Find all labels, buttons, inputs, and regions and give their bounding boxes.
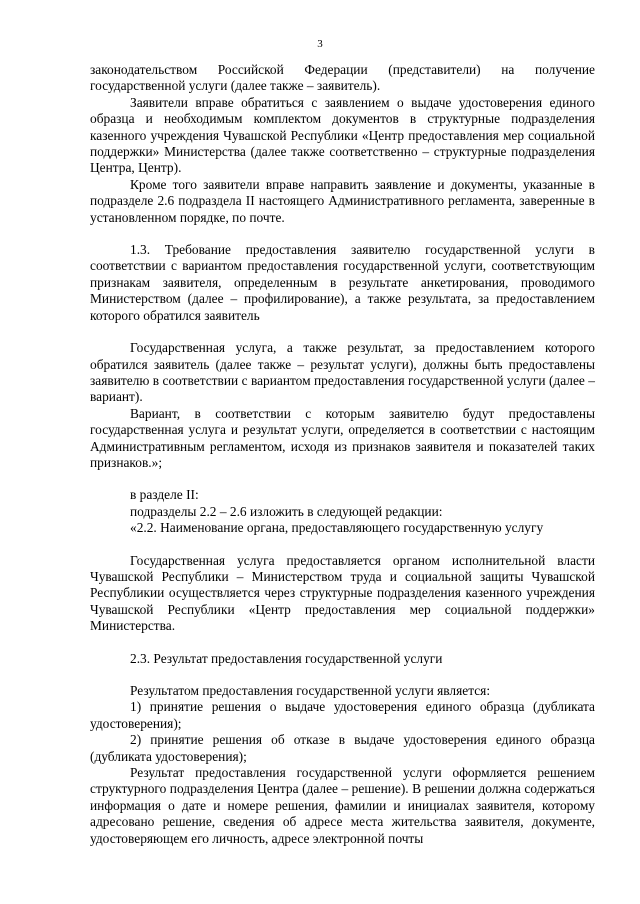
paragraph-3: Кроме того заявители вправе направить заявление и документы, указанные в подразделе 2.6 подраздела II настоящего Административного регламента, заверенные в установленном порядке, по почте. [90, 176, 595, 225]
paragraph-6: Вариант, в соответствии с которым заявителю будут предоставлены государственная услуга и результат услуги, определяется в соответствии с настоящим Административным регламентом, исходя из признаков заявителя и показателей таких признаков.»; [90, 405, 595, 470]
section-2-2-heading: «2.2. Наименование органа, предоставляющего государственную услугу [130, 520, 544, 536]
paragraph-10: Государственная услуга предоставляется органом исполнительной власти Чувашской Республики – Министерством труда и социальной защиты Чувашской Республикии осуществляется через структурные подразделения казенного учреждения Чувашской Республики «Центр предоставления мер социальной поддержки» Министерства. [90, 552, 595, 634]
section-1-3-heading: 1.3. Требование предоставления заявителю государственной услуги в соответствии с вариантом предоставления государственной услуги, соответствующим признакам заявителя, определенным в результате анкетирования, проводимого Министерством (далее – профилирование), а также результата, за предоставлением которого обратился заявитель [90, 242, 595, 323]
paragraph-2: Заявители вправе обратиться с заявлением о выдаче удостоверения единого образца и необходимым комплектом документов в структурные подразделения казенного учреждения Чувашской Республики «Центр предоставления мер социальной поддержки» Министерства (далее также соответственно – структурные подразделения Центра, Центр). [90, 94, 595, 176]
section-ii-note: в разделе II: [130, 487, 199, 503]
list-item-1: 1) принятие решения о выдаче удостоверения единого образца (дубликата удостоверения); [90, 699, 595, 731]
paragraph-15: Результат предоставления государственной услуги оформляется решением структурного подразделения Центра (далее – решение). В решении должна содержаться информация о дате и номере решения, фамилии и инициалах заявителя, которому адресовано решение, сведения об адресе места жительства заявителя, документе, удостоверяющем его личность, адресе электронной почты [90, 765, 595, 846]
list-item-2: 2) принятие решения об отказе в выдаче удостоверения единого образца (дубликата удостоверения); [90, 732, 595, 764]
section-2-3-heading: 2.3. Результат предоставления государственной услуги [130, 650, 443, 666]
paragraph-12: Результатом предоставления государственной услуги является: [130, 683, 491, 698]
subsections-note: подразделы 2.2 – 2.6 изложить в следующей редакции: [130, 503, 443, 519]
paragraph-1: законодательством Российской Федерации (представители) на получение государственной услуги (далее также – заявитель). [90, 62, 595, 94]
page-number: 3 [317, 38, 323, 50]
document-body [90, 62, 595, 847]
paragraph-5: Государственная услуга, а также результат, за предоставлением которого обратился заявитель (далее также – результат услуги), должны быть предоставлены заявителю в соответствии с вариантом предоставления государственной услуги (далее – вариант). [90, 340, 595, 405]
